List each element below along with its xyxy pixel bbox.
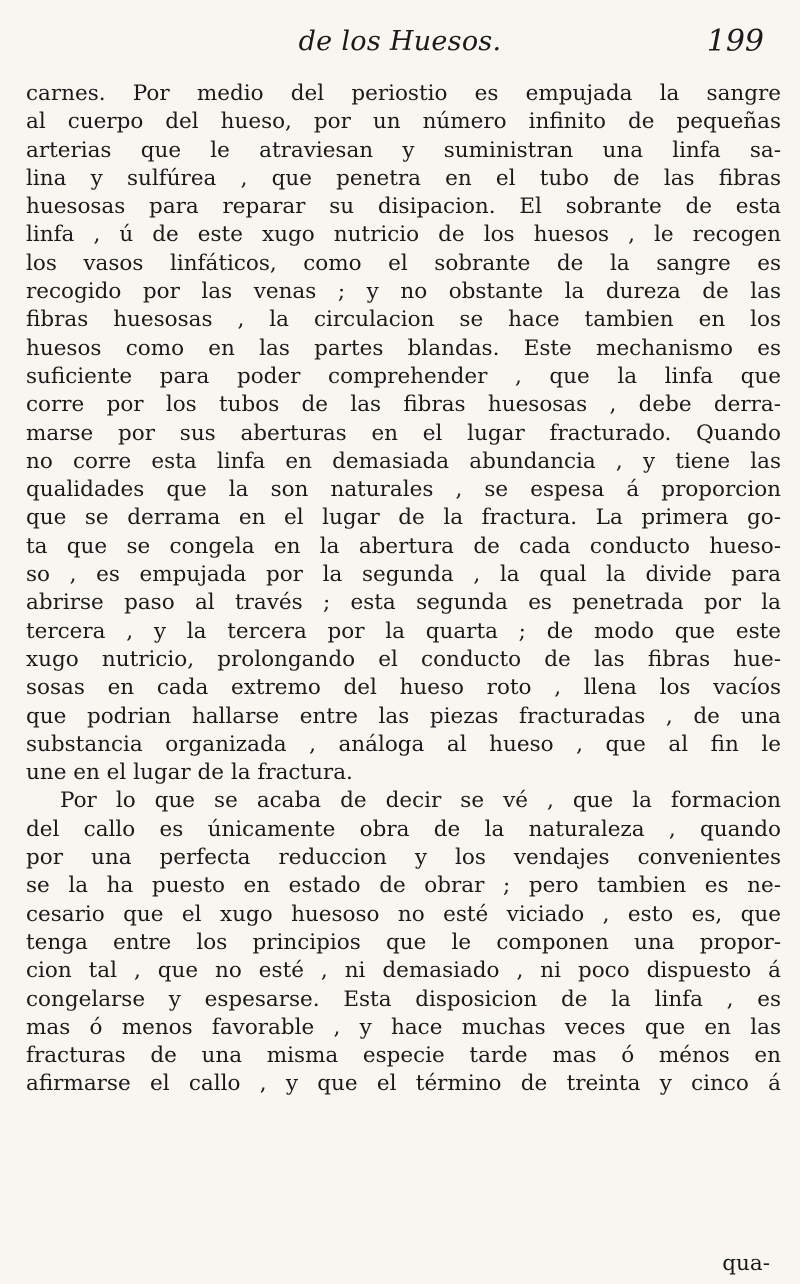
text-line: tercera , y la tercera por la quarta ; de modo que este [26, 618, 781, 644]
running-title: de los Huesos. [298, 26, 502, 57]
text-line: abrirse paso al través ; esta segunda es penetrada por la [26, 590, 781, 616]
text-line: sosas en cada extremo del hueso roto , llena los vacíos [26, 675, 781, 701]
text-line: arterias que le atraviesan y suministran una linfa sa- [26, 137, 781, 163]
text-line: linfa , ú de este xugo nutricio de los huesos , le recogen [26, 222, 781, 248]
text-line: suficiente para poder comprehender , que la linfa que [26, 363, 781, 389]
text-line: cesario que el xugo huesoso no esté viciado , esto es, que [26, 901, 781, 927]
text-line: al cuerpo del hueso, por un número infinito de pequeñas [26, 109, 781, 135]
text-line: corre por los tubos de las fibras huesosas , debe derra- [26, 392, 781, 418]
paragraph-start-line: Por lo que se acaba de decir se vé , que la formacion [60, 788, 781, 814]
text-line: que podrian hallarse entre las piezas fracturadas , de una [26, 703, 781, 729]
text-line: del callo es únicamente obra de la naturaleza , quando [26, 816, 781, 842]
text-line: huesos como en las partes blandas. Este mechanismo es [26, 335, 781, 361]
text-line: so , es empujada por la segunda , la qual la divide para [26, 562, 781, 588]
text-line: afirmarse el callo , y que el término de treinta y cinco á [26, 1071, 781, 1097]
text-line: fracturas de una misma especie tarde mas ó ménos en [26, 1043, 781, 1069]
text-line: cion tal , que no esté , ni demasiado , ni poco dispuesto á [26, 958, 781, 984]
paragraph-end-line: une en el lugar de la fractura. [26, 760, 353, 786]
text-line: ta que se congela en la abertura de cada conducto hueso- [26, 533, 781, 559]
text-line: huesosas para reparar su disipacion. El sobrante de esta [26, 194, 781, 220]
text-line: congelarse y espesarse. Esta disposicion de la linfa , es [26, 986, 781, 1012]
text-line: xugo nutricio, prolongando el conducto de las fibras hue- [26, 646, 781, 672]
text-line: por una perfecta reduccion y los vendajes convenientes [26, 845, 781, 871]
body-text [26, 80, 781, 1099]
text-line: mas ó menos favorable , y hace muchas veces que en las [26, 1014, 781, 1040]
page-number: 199 [706, 24, 764, 59]
text-line: no corre esta linfa en demasiada abundancia , y tiene las [26, 448, 781, 474]
text-line: recogido por las venas ; y no obstante la dureza de las [26, 279, 781, 305]
text-line: qualidades que la son naturales , se espesa á proporcion [26, 477, 781, 503]
catchword: qua- [722, 1251, 770, 1276]
text-line: fibras huesosas , la circulacion se hace tambien en los [26, 307, 781, 333]
text-line: se la ha puesto en estado de obrar ; pero tambien es ne- [26, 873, 781, 899]
text-line: carnes. Por medio del periostio es empujada la sangre [26, 81, 781, 106]
text-line: lina y sulfúrea , que penetra en el tubo de las fibras [26, 165, 781, 191]
text-line: substancia organizada , análoga al hueso , que al fin le [26, 731, 781, 757]
text-line: marse por sus aberturas en el lugar fracturado. Quando [26, 420, 781, 446]
running-header [0, 24, 800, 64]
text-line: los vasos linfáticos, como el sobrante de la sangre es [26, 250, 781, 276]
text-line: que se derrama en el lugar de la fractura. La primera go- [26, 505, 781, 531]
text-line: tenga entre los principios que le componen una propor- [26, 929, 781, 955]
